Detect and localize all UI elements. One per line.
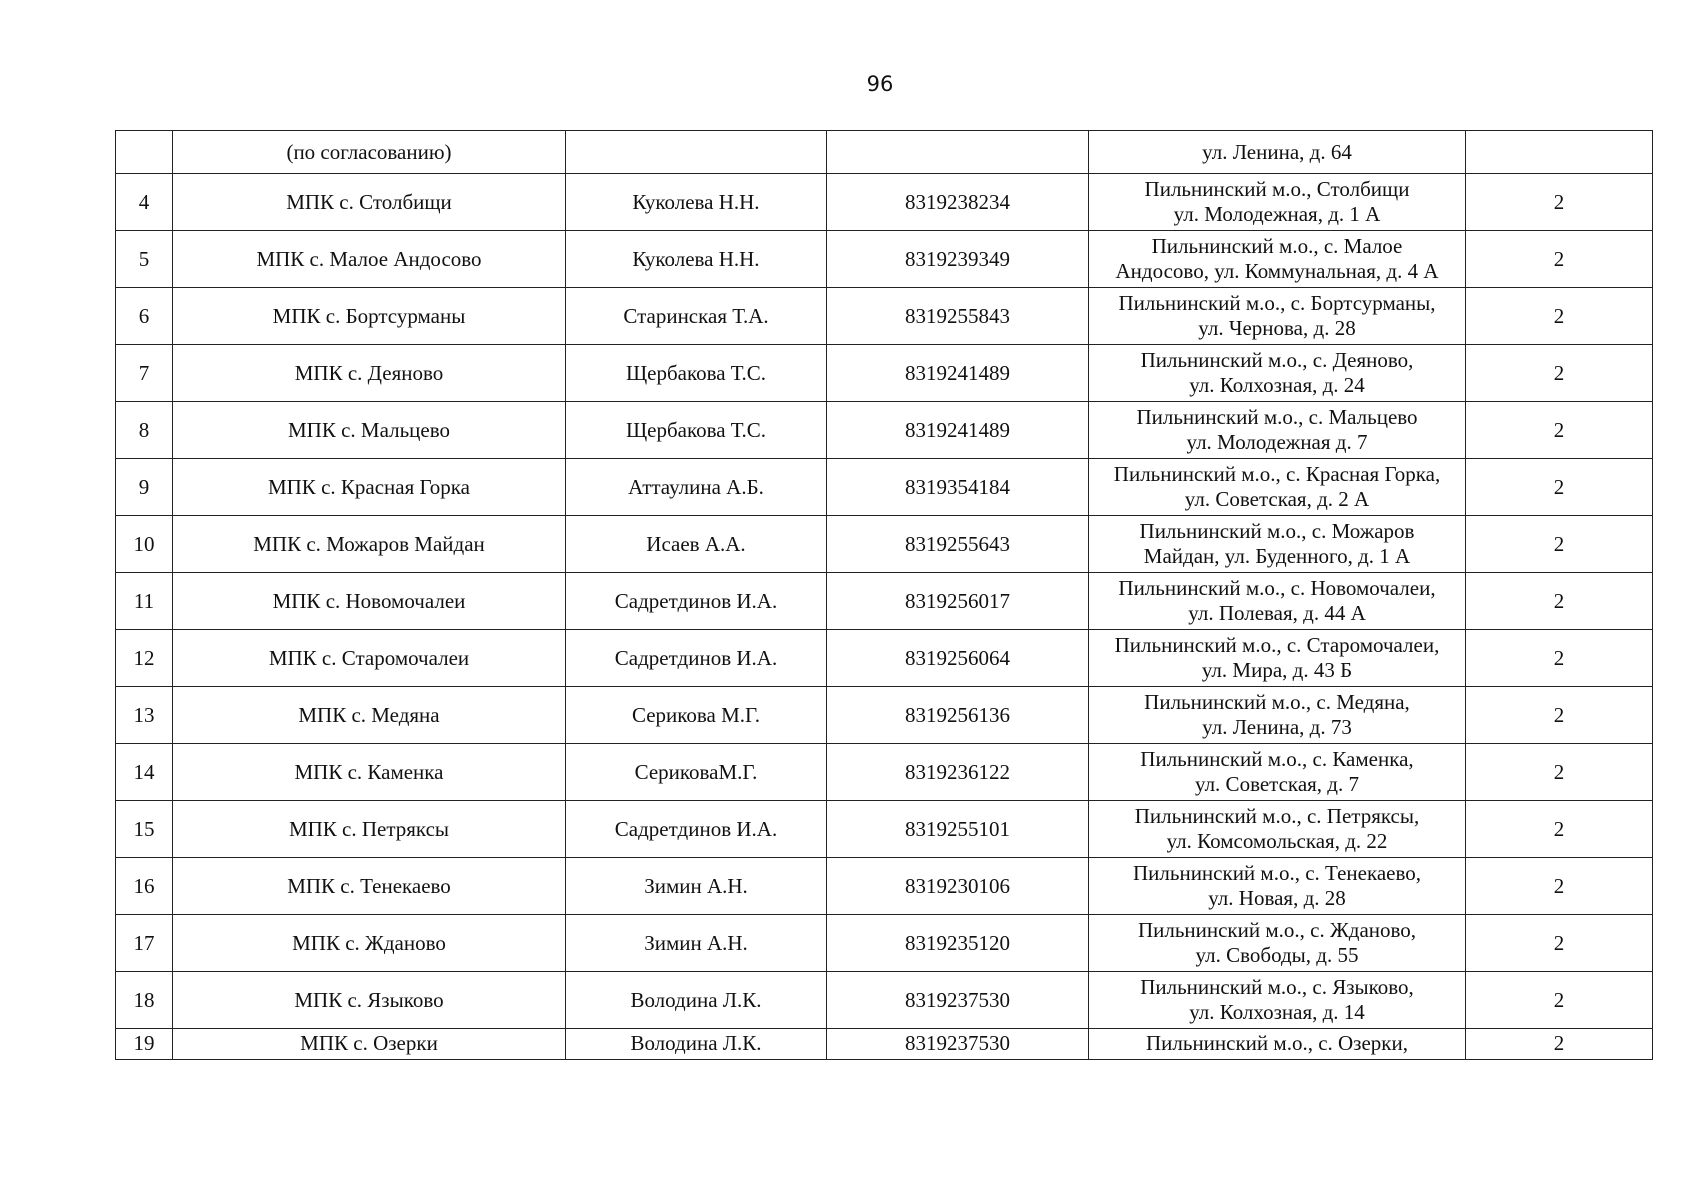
row-number-cell: 8 <box>116 402 173 459</box>
organization-cell: МПК с. Петряксы <box>173 801 566 858</box>
count-cell: 2 <box>1466 288 1653 345</box>
organization-cell: МПК с. Каменка <box>173 744 566 801</box>
address-line: Майдан, ул. Буденного, д. 1 А <box>1143 544 1411 568</box>
contact-person-cell: Володина Л.К. <box>566 1029 827 1060</box>
phone-cell: 8319237530 <box>827 972 1089 1029</box>
phone-cell: 8319354184 <box>827 459 1089 516</box>
organization-cell: МПК с. Языково <box>173 972 566 1029</box>
table-row <box>116 1029 1653 1060</box>
count-cell: 2 <box>1466 915 1653 972</box>
address-line: ул. Мира, д. 43 Б <box>1201 658 1353 682</box>
address-line: ул. Советская, д. 2 А <box>1184 487 1370 511</box>
phone-cell: 8319238234 <box>827 174 1089 231</box>
table-row <box>116 131 1653 174</box>
organization-cell: МПК с. Мальцево <box>173 402 566 459</box>
phone-cell: 8319256017 <box>827 573 1089 630</box>
address-cell <box>1089 801 1466 858</box>
address-cell <box>1089 174 1466 231</box>
address-line: Пильнинский м.о., с. Красная Горка, <box>1113 462 1441 486</box>
row-number-cell: 13 <box>116 687 173 744</box>
organization-cell: МПК с. Красная Горка <box>173 459 566 516</box>
address-cell: Пильнинский м.о., с. Озерки, <box>1089 1029 1466 1060</box>
address-line: ул. Колхозная, д. 14 <box>1189 1000 1365 1024</box>
address-line: ул. Ленина, д. 73 <box>1202 715 1352 739</box>
table-row <box>116 459 1653 516</box>
phone-cell: 8319241489 <box>827 345 1089 402</box>
table-row <box>116 915 1653 972</box>
address-line: Пильнинский м.о., с. Малое <box>1151 234 1403 258</box>
count-cell: 2 <box>1466 345 1653 402</box>
count-cell: 2 <box>1466 1029 1653 1060</box>
address-line: Пильнинский м.о., с. Мальцево <box>1136 405 1418 429</box>
contact-person-cell: Зимин А.Н. <box>566 915 827 972</box>
count-cell: 2 <box>1466 174 1653 231</box>
address-cell <box>1089 573 1466 630</box>
address-cell <box>1089 345 1466 402</box>
row-number-cell: 14 <box>116 744 173 801</box>
count-cell: 2 <box>1466 801 1653 858</box>
organization-cell: МПК с. Деяново <box>173 345 566 402</box>
address-cell <box>1089 288 1466 345</box>
table-row <box>116 630 1653 687</box>
contact-person-cell: Садретдинов И.А. <box>566 573 827 630</box>
organization-cell: МПК с. Медяна <box>173 687 566 744</box>
contact-person-cell <box>566 131 827 174</box>
address-line: Пильнинский м.о., с. Тенекаево, <box>1133 861 1421 885</box>
address-line: Пильнинский м.о., с. Новомочалеи, <box>1118 576 1436 600</box>
address-cell <box>1089 687 1466 744</box>
organization-cell: МПК с. Тенекаево <box>173 858 566 915</box>
row-number-cell: 7 <box>116 345 173 402</box>
address-line: Пильнинский м.о., с. Деяново, <box>1140 348 1414 372</box>
address-cell <box>1089 915 1466 972</box>
contact-person-cell: Щербакова Т.С. <box>566 402 827 459</box>
phone-cell: 8319235120 <box>827 915 1089 972</box>
table-row <box>116 801 1653 858</box>
address-line: Пильнинский м.о., Столбищи <box>1144 177 1410 201</box>
contact-person-cell: Куколева Н.Н. <box>566 231 827 288</box>
address-line: Пильнинский м.о., с. Бортсурманы, <box>1118 291 1436 315</box>
row-number-cell: 17 <box>116 915 173 972</box>
contact-person-cell: Исаев А.А. <box>566 516 827 573</box>
table-row <box>116 288 1653 345</box>
table-row <box>116 744 1653 801</box>
table-row <box>116 402 1653 459</box>
address-cell <box>1089 402 1466 459</box>
row-number-cell: 19 <box>116 1029 173 1060</box>
address-line: Пильнинский м.о., с. Жданово, <box>1137 918 1417 942</box>
contact-person-cell: Володина Л.К. <box>566 972 827 1029</box>
row-number-cell: 4 <box>116 174 173 231</box>
address-line: ул. Молодежная, д. 1 А <box>1173 202 1381 226</box>
table-row <box>116 345 1653 402</box>
phone-cell: 8319230106 <box>827 858 1089 915</box>
contact-person-cell: Щербакова Т.С. <box>566 345 827 402</box>
organization-cell: МПК с. Малое Андосово <box>173 231 566 288</box>
contact-person-cell: Старинская Т.А. <box>566 288 827 345</box>
organization-cell: МПК с. Можаров Майдан <box>173 516 566 573</box>
organization-cell: МПК с. Новомочалеи <box>173 573 566 630</box>
count-cell: 2 <box>1466 402 1653 459</box>
phone-cell: 8319255843 <box>827 288 1089 345</box>
address-cell <box>1089 231 1466 288</box>
address-cell <box>1089 516 1466 573</box>
count-cell <box>1466 131 1653 174</box>
address-line: Пильнинский м.о., с. Старомочалеи, <box>1114 633 1440 657</box>
address-line: ул. Молодежная д. 7 <box>1186 430 1368 454</box>
phone-cell <box>827 131 1089 174</box>
row-number-cell: 5 <box>116 231 173 288</box>
phone-cell: 8319236122 <box>827 744 1089 801</box>
phone-cell: 8319255101 <box>827 801 1089 858</box>
table-row <box>116 972 1653 1029</box>
count-cell: 2 <box>1466 687 1653 744</box>
count-cell: 2 <box>1466 858 1653 915</box>
contact-person-cell: СериковаМ.Г. <box>566 744 827 801</box>
address-cell <box>1089 459 1466 516</box>
count-cell: 2 <box>1466 630 1653 687</box>
row-number-cell: 6 <box>116 288 173 345</box>
organization-cell: МПК с. Бортсурманы <box>173 288 566 345</box>
row-number-cell <box>116 131 173 174</box>
address-line: Пильнинский м.о., с. Языково, <box>1140 975 1414 999</box>
count-cell: 2 <box>1466 744 1653 801</box>
row-number-cell: 11 <box>116 573 173 630</box>
organization-cell: МПК с. Старомочалеи <box>173 630 566 687</box>
address-cell <box>1089 630 1466 687</box>
address-line: Пильнинский м.о., с. Петряксы, <box>1134 804 1420 828</box>
row-number-cell: 9 <box>116 459 173 516</box>
address-line: Пильнинский м.о., с. Каменка, <box>1140 747 1414 771</box>
phone-cell: 8319256136 <box>827 687 1089 744</box>
table-row <box>116 231 1653 288</box>
row-number-cell: 18 <box>116 972 173 1029</box>
page-number: 96 <box>866 72 894 96</box>
organization-cell: МПК с. Жданово <box>173 915 566 972</box>
address-line: ул. Полевая, д. 44 А <box>1188 601 1366 625</box>
address-line: Пильнинский м.о., с. Можаров <box>1139 519 1415 543</box>
address-line: ул. Новая, д. 28 <box>1208 886 1346 910</box>
count-cell: 2 <box>1466 231 1653 288</box>
address-cell <box>1089 972 1466 1029</box>
row-number-cell: 10 <box>116 516 173 573</box>
address-cell <box>1089 858 1466 915</box>
contact-person-cell: Серикова М.Г. <box>566 687 827 744</box>
contact-person-cell: Куколева Н.Н. <box>566 174 827 231</box>
contact-person-cell: Садретдинов И.А. <box>566 801 827 858</box>
phone-cell: 8319241489 <box>827 402 1089 459</box>
address-line: ул. Колхозная, д. 24 <box>1189 373 1365 397</box>
address-line: ул. Чернова, д. 28 <box>1198 316 1356 340</box>
organization-cell: МПК с. Озерки <box>173 1029 566 1060</box>
address-cell: ул. Ленина, д. 64 <box>1089 131 1466 174</box>
count-cell: 2 <box>1466 573 1653 630</box>
contacts-table <box>115 130 1653 1060</box>
address-line: ул. Советская, д. 7 <box>1195 772 1359 796</box>
address-line: ул. Комсомольская, д. 22 <box>1166 829 1388 853</box>
table-row <box>116 858 1653 915</box>
count-cell: 2 <box>1466 972 1653 1029</box>
contact-person-cell: Зимин А.Н. <box>566 858 827 915</box>
address-line: Пильнинский м.о., с. Медяна, <box>1144 690 1410 714</box>
count-cell: 2 <box>1466 516 1653 573</box>
row-number-cell: 15 <box>116 801 173 858</box>
organization-cell: МПК с. Столбищи <box>173 174 566 231</box>
contact-person-cell: Аттаулина А.Б. <box>566 459 827 516</box>
address-line: ул. Свободы, д. 55 <box>1195 943 1359 967</box>
phone-cell: 8319256064 <box>827 630 1089 687</box>
table-row <box>116 174 1653 231</box>
row-number-cell: 12 <box>116 630 173 687</box>
table-body <box>116 131 1653 1060</box>
phone-cell: 8319239349 <box>827 231 1089 288</box>
row-number-cell: 16 <box>116 858 173 915</box>
table-row <box>116 516 1653 573</box>
count-cell: 2 <box>1466 459 1653 516</box>
contact-person-cell: Садретдинов И.А. <box>566 630 827 687</box>
phone-cell: 8319255643 <box>827 516 1089 573</box>
address-cell <box>1089 744 1466 801</box>
organization-cell: (по согласованию) <box>173 131 566 174</box>
table-row <box>116 687 1653 744</box>
phone-cell: 8319237530 <box>827 1029 1089 1060</box>
table-row <box>116 573 1653 630</box>
address-line: Андосово, ул. Коммунальная, д. 4 А <box>1115 259 1439 283</box>
